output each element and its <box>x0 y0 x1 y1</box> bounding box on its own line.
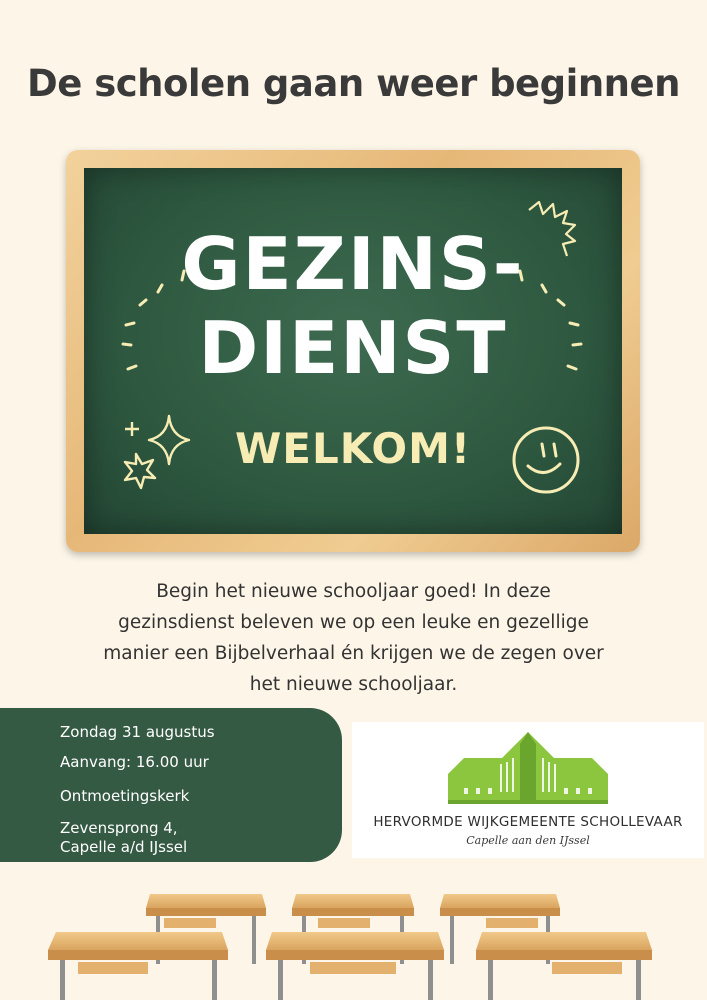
desk-icon <box>48 932 228 1000</box>
board-title-line1: GEZINS- <box>181 222 525 306</box>
welcome-text: WELKOM! <box>234 424 472 473</box>
event-info-panel <box>0 708 342 862</box>
page-headline: De scholen gaan weer beginnen <box>27 62 680 105</box>
event-address-line1: Zevensprong 4, <box>60 819 178 837</box>
intro-line: gezinsdienst beleven we op een leuke en gezellige <box>118 612 589 633</box>
church-name: HERVORMDE WIJKGEMEENTE SCHOLLEVAAR <box>373 814 683 830</box>
church-logo <box>352 722 704 858</box>
church-building-icon <box>352 722 704 812</box>
intro-line: het nieuwe schooljaar. <box>249 674 458 695</box>
desk-icon <box>476 932 652 1000</box>
church-location: Capelle aan den IJssel <box>466 834 590 847</box>
event-address-line2: Capelle a/d IJssel <box>60 838 188 856</box>
board-title-line2: DIENST <box>198 306 508 390</box>
intro-paragraph <box>80 576 627 700</box>
intro-line: Begin het nieuwe schooljaar goed! In deze <box>156 581 551 602</box>
desk-row-front <box>48 932 652 1000</box>
school-desks-illustration <box>0 880 707 1000</box>
event-start-time: Aanvang: 16.00 uur <box>60 753 209 771</box>
event-venue: Ontmoetingskerk <box>60 787 190 805</box>
desk-icon <box>266 932 444 1000</box>
event-date: Zondag 31 augustus <box>60 723 215 741</box>
intro-line: manier een Bijbelverhaal én krijgen we de zegen over <box>103 643 604 664</box>
